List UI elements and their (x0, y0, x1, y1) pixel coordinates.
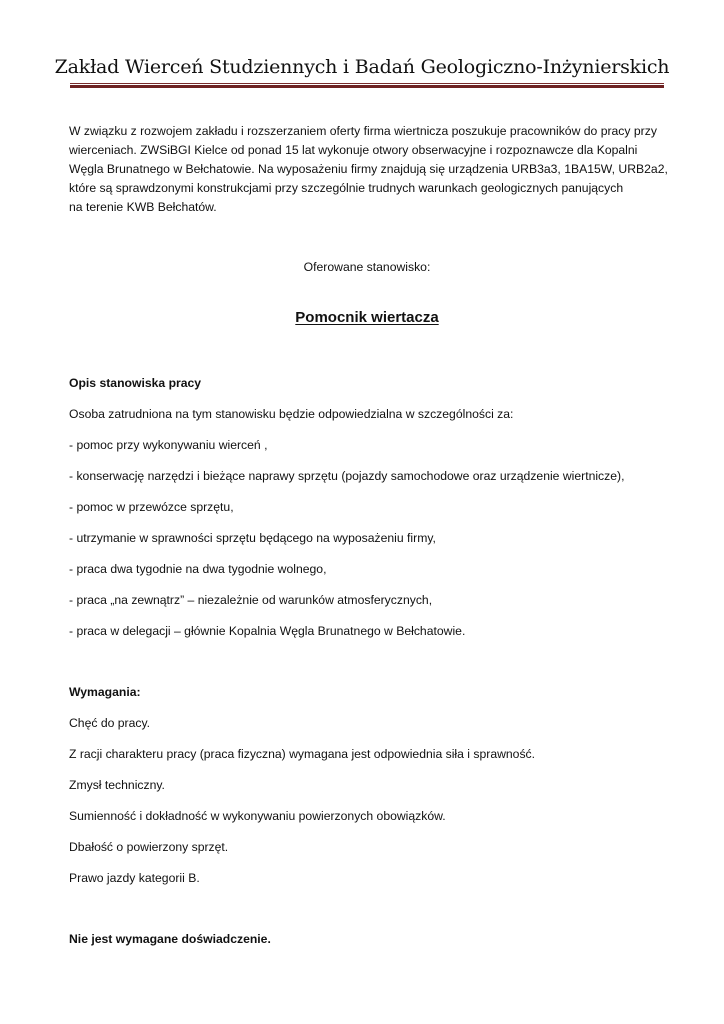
duty-item: - praca w delegacji – głównie Kopalnia Węgla Brunatnego w Bełchatowie. (69, 624, 466, 638)
duty-item: - pomoc przy wykonywaniu wierceń , (69, 438, 268, 452)
duty-item: - konserwację narzędzi i bieżące naprawy sprzętu (pojazdy samochodowe oraz urządzenie wiertnicze), (69, 469, 625, 483)
requirement-item: Dbałość o powierzony sprzęt. (69, 840, 229, 854)
description-heading: Opis stanowiska pracy (69, 376, 202, 390)
intro-line: na terenie KWB Bełchatów. (69, 200, 217, 214)
header-rule-thick (70, 85, 664, 88)
duty-item: - utrzymanie w sprawności sprzętu będącego na wyposażeniu firmy, (69, 531, 436, 545)
intro-line: Węgla Brunatnego w Bełchatowie. Na wyposażeniu firmy znajdują się urządzenia URB3a3, 1BA15W, URB2a2, (69, 162, 668, 176)
requirement-item: Prawo jazdy kategorii B. (69, 871, 200, 885)
intro-line: W związku z rozwojem zakładu i rozszerzaniem oferty firma wiertnicza poszukuje pracowników do pracy przy (69, 124, 657, 138)
requirement-item: Sumienność i dokładność w wykonywaniu powierzonych obowiązków. (69, 809, 446, 823)
intro-line: które są sprawdzonymi konstrukcjami przy szczególnie trudnych warunkach geologicznych panujących (69, 181, 624, 195)
requirement-item: Z racji charakteru pracy (praca fizyczna) wymagana jest odpowiednia siła i sprawność. (69, 747, 536, 761)
duty-item: - praca „na zewnątrz” – niezależnie od warunków atmosferycznych, (69, 593, 433, 607)
intro-line: wierceniach. ZWSiBGI Kielce od ponad 15 lat wykonuje otwory obserwacyjne i rozpoznawcze dla Kopalni (69, 143, 638, 157)
header-rule-thin (70, 83, 664, 84)
intro-paragraph (69, 122, 669, 217)
description-lead: Osoba zatrudniona na tym stanowisku będzie odpowiedzialna w szczególności za: (69, 407, 514, 421)
requirement-item: Zmysł techniczny. (69, 778, 165, 792)
job-title: Pomocnik wiertacza (295, 309, 439, 326)
experience-note: Nie jest wymagane doświadczenie. (69, 932, 271, 946)
offer-label: Oferowane stanowisko: (303, 260, 431, 274)
duty-item: - pomoc w przewózce sprzętu, (69, 500, 234, 514)
company-title: Zakład Wierceń Studziennych i Badań Geologiczno-Inżynierskich (54, 56, 670, 78)
requirement-item: Chęć do pracy. (69, 716, 151, 730)
requirements-heading: Wymagania: (69, 685, 141, 699)
duty-item: - praca dwa tygodnie na dwa tygodnie wolnego, (69, 562, 327, 576)
